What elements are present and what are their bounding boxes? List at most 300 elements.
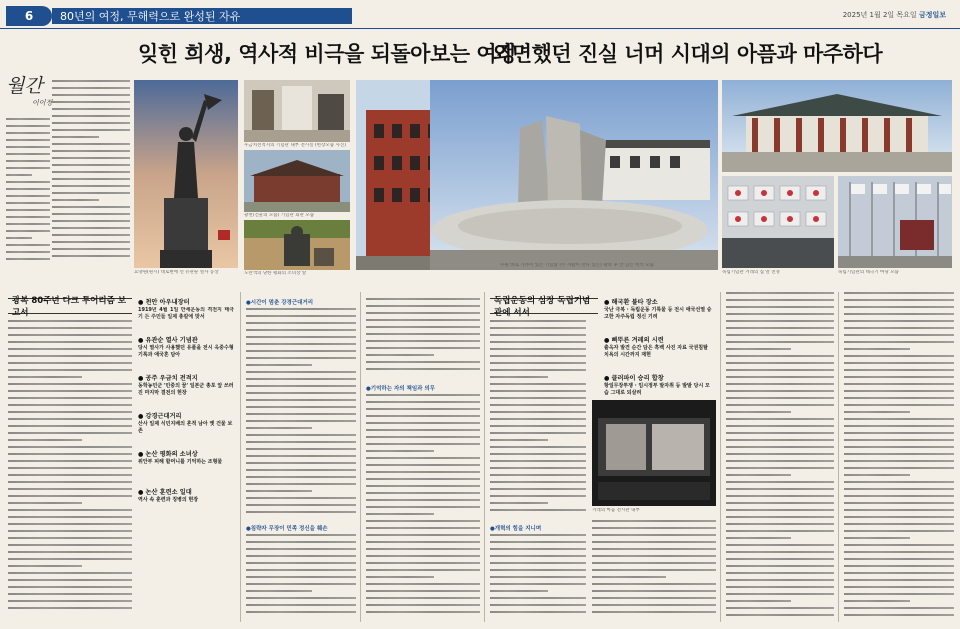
text-line <box>490 355 586 357</box>
text-line <box>844 418 954 420</box>
text-line <box>592 541 716 543</box>
text-line <box>726 404 834 406</box>
text-line <box>366 333 480 335</box>
text-line <box>246 548 356 550</box>
column-logo: 월간 <box>6 75 43 97</box>
text-line <box>246 336 356 338</box>
body-text-column <box>844 292 954 622</box>
museum-photo-2 <box>244 150 350 212</box>
memorial-photo <box>722 80 952 172</box>
text-line <box>6 195 50 197</box>
text-line <box>726 341 834 343</box>
text-line <box>246 469 356 471</box>
body-text-column <box>6 118 50 266</box>
text-line <box>52 150 130 152</box>
text-line <box>490 495 586 497</box>
header-rule <box>0 28 960 29</box>
text-line <box>366 361 480 363</box>
text-line <box>844 502 954 504</box>
text-line <box>726 390 834 392</box>
bullet-title: ● 유관순 열사 기념관 <box>138 337 198 344</box>
text-line <box>246 604 356 606</box>
body-text-column <box>52 80 130 266</box>
text-line <box>726 334 834 336</box>
text-line <box>52 80 130 82</box>
left-bullet-3 <box>138 412 234 435</box>
left-bullet-0 <box>138 298 234 321</box>
text-line <box>844 516 954 518</box>
text-line <box>6 167 50 169</box>
text-line <box>52 220 130 222</box>
text-line <box>8 551 132 553</box>
text-line <box>366 326 480 328</box>
text-line <box>592 555 716 557</box>
text-line <box>844 488 954 490</box>
text-line <box>8 348 132 350</box>
text-line <box>246 329 356 331</box>
text-line <box>592 569 716 571</box>
text-line <box>726 439 834 441</box>
text-line <box>366 562 480 564</box>
text-line <box>726 453 834 455</box>
text-line <box>844 558 954 560</box>
text-line <box>8 411 132 413</box>
bullet-title: ● 논산 훈련소 일대 <box>138 489 192 496</box>
text-line <box>490 509 586 511</box>
text-line <box>726 614 834 616</box>
body-text-column <box>726 292 834 622</box>
text-line <box>246 562 356 564</box>
text-line <box>726 537 791 539</box>
text-line <box>6 216 50 218</box>
column-rule <box>720 292 721 622</box>
subhead-1: ●침략자 무장이 민족 정신을 훼손 <box>246 526 328 532</box>
text-line <box>844 453 954 455</box>
text-line <box>246 315 356 317</box>
text-line <box>8 439 82 441</box>
text-line <box>490 453 586 455</box>
text-line <box>6 230 50 232</box>
text-line <box>8 376 82 378</box>
text-line <box>6 202 50 204</box>
text-line <box>8 453 132 455</box>
text-line <box>726 460 834 462</box>
text-line <box>366 534 480 536</box>
text-line <box>490 418 586 420</box>
text-line <box>8 446 132 448</box>
page-number: 6 <box>6 6 52 26</box>
text-line <box>844 341 954 343</box>
text-line <box>246 597 356 599</box>
text-line <box>726 376 834 378</box>
text-line <box>366 478 480 480</box>
text-line <box>8 355 132 357</box>
text-line <box>246 497 356 499</box>
text-line <box>246 441 356 443</box>
text-line <box>844 397 954 399</box>
text-line <box>844 579 954 581</box>
text-line <box>490 320 586 322</box>
text-line <box>844 551 954 553</box>
text-line <box>6 244 50 246</box>
text-line <box>726 488 834 490</box>
text-line <box>246 576 356 578</box>
text-line <box>366 541 480 543</box>
bullet-note: 출옥자 발견 순간 담은 흑백 사진 자료 국권침탈 치욕의 시간까지 재현 <box>604 345 708 358</box>
text-line <box>726 481 834 483</box>
body-text-column <box>246 308 356 520</box>
text-line <box>246 378 356 380</box>
text-line <box>844 607 954 609</box>
right-bullet-1 <box>604 336 712 359</box>
text-line <box>366 506 480 508</box>
bullet-title: ● 천안 아우내장터 <box>138 299 190 306</box>
bullet-title: ● 삐뚜른 겨레의 시련 <box>604 337 664 344</box>
text-line <box>366 485 480 487</box>
text-line <box>726 572 834 574</box>
text-line <box>726 544 834 546</box>
text-line <box>246 534 356 536</box>
text-line <box>52 129 130 131</box>
text-line <box>246 308 356 310</box>
text-line <box>490 425 586 427</box>
text-line <box>726 292 834 294</box>
text-line <box>366 436 480 438</box>
text-line <box>6 209 50 211</box>
text-line <box>246 364 312 366</box>
text-line <box>52 164 130 166</box>
left-box-header: 광복 80주년 다크 투어리즘 보고서 <box>8 298 132 314</box>
text-line <box>366 464 480 466</box>
text-line <box>8 530 132 532</box>
text-line <box>366 368 480 370</box>
column-logo-subtitle: 이이정 <box>32 99 53 107</box>
text-line <box>726 418 834 420</box>
text-line <box>726 586 834 588</box>
text-line <box>366 520 480 522</box>
text-line <box>52 101 130 103</box>
bullet-note: 산사 일제 식민지배의 흔적 남아 옛 건물 보존 <box>138 421 233 434</box>
text-line <box>246 511 356 513</box>
text-line <box>844 313 954 315</box>
text-line <box>6 188 50 190</box>
text-line <box>52 213 130 215</box>
text-line <box>246 490 312 492</box>
text-line <box>52 94 130 96</box>
text-line <box>844 320 954 322</box>
text-line <box>726 516 834 518</box>
text-line <box>246 399 356 401</box>
text-line <box>726 299 834 301</box>
text-line <box>366 597 480 599</box>
text-line <box>246 504 356 506</box>
statue-caption: 요양원(원시) 대로변에 선 유관순 열사 동상 <box>134 270 219 275</box>
text-line <box>246 371 356 373</box>
text-line <box>490 583 586 585</box>
text-line <box>844 306 954 308</box>
text-line <box>366 305 480 307</box>
text-line <box>726 523 834 525</box>
text-line <box>8 390 132 392</box>
text-line <box>366 401 480 403</box>
text-line <box>246 541 356 543</box>
right-box-header: 독립운동의 심장 독립기념관에 서서 <box>490 298 598 314</box>
text-line <box>490 541 586 543</box>
text-line <box>246 569 356 571</box>
girl-statue-caption: 노란색의 당한 평화의 소녀상 앞 <box>244 271 307 276</box>
text-line <box>246 590 312 592</box>
text-line <box>366 548 480 550</box>
body-text-column <box>8 320 132 620</box>
left-bullet-1 <box>138 336 234 359</box>
body-text-column <box>246 534 356 622</box>
text-line <box>366 583 480 585</box>
text-line <box>726 327 834 329</box>
text-line <box>490 555 586 557</box>
text-line <box>844 586 954 588</box>
text-line <box>8 425 132 427</box>
text-line <box>52 143 130 145</box>
museum1-caption: 우금치전적지의 기념관 내부 전시실 (현장모습 사진) <box>244 143 346 148</box>
bullet-note: 1919년 4월 1일 만세운동의 격전지 태극기 든 주민들 일제 총칼에 맞서 <box>138 307 234 320</box>
text-line <box>246 322 356 324</box>
text-line <box>592 527 716 529</box>
text-line <box>726 320 834 322</box>
text-line <box>366 429 480 431</box>
text-line <box>592 576 666 578</box>
text-line <box>490 460 586 462</box>
text-line <box>490 569 586 571</box>
text-line <box>726 495 834 497</box>
text-line <box>52 122 130 124</box>
text-line <box>52 248 130 250</box>
text-line <box>6 258 50 260</box>
text-line <box>8 474 132 476</box>
subhead-0: ●시간이 멈춘 강경근대거리 <box>246 300 314 306</box>
text-line <box>366 499 480 501</box>
text-line <box>8 523 132 525</box>
text-line <box>490 611 586 613</box>
text-line <box>366 611 480 613</box>
right-bullet-2 <box>604 374 712 397</box>
text-line <box>8 558 132 560</box>
text-line <box>246 343 356 345</box>
text-line <box>726 530 834 532</box>
bullet-note: 위안부 피해 할머니를 기억하는 조형물 <box>138 459 223 465</box>
text-line <box>246 427 312 429</box>
column-rule <box>360 292 361 622</box>
text-line <box>52 115 130 117</box>
text-line <box>726 551 834 553</box>
text-line <box>844 425 954 427</box>
text-line <box>8 516 132 518</box>
paper-name: 금정일보 <box>918 11 946 19</box>
text-line <box>8 327 132 329</box>
text-line <box>844 614 954 616</box>
text-line <box>490 481 586 483</box>
body-text-column <box>366 298 480 380</box>
memorial-caption: 독립기념관 겨레의 집 앞 전경 <box>722 270 780 275</box>
text-line <box>52 87 130 89</box>
text-line <box>592 562 716 564</box>
subhead-3: ●개혁의 힘을 지니며 <box>490 526 542 532</box>
text-line <box>366 422 480 424</box>
text-line <box>490 376 548 378</box>
body-text-column <box>366 394 480 622</box>
text-line <box>844 439 954 441</box>
text-line <box>52 206 130 208</box>
bullet-title: ● 클러파이 승리 합창 <box>604 375 664 382</box>
text-line <box>726 313 834 315</box>
text-line <box>8 586 132 588</box>
text-line <box>490 348 586 350</box>
text-line <box>490 488 586 490</box>
bullet-note: 동학농민군 '민중의 꿈' 일본군 총포 앞 쓰러진 마지막 결전의 현장 <box>138 383 234 396</box>
text-line <box>8 572 132 574</box>
text-line <box>8 481 132 483</box>
museum2-caption: 광천(건물의 모습) 기념관 외관 모습 <box>244 213 315 218</box>
text-line <box>844 530 954 532</box>
text-line <box>8 502 82 504</box>
text-line <box>490 467 586 469</box>
text-line <box>490 548 586 550</box>
text-line <box>726 593 834 595</box>
text-line <box>246 434 356 436</box>
text-line <box>52 241 130 243</box>
text-line <box>8 467 132 469</box>
text-line <box>366 408 480 410</box>
text-line <box>844 299 954 301</box>
text-line <box>8 418 132 420</box>
text-line <box>8 320 132 322</box>
text-line <box>490 334 586 336</box>
text-line <box>6 132 50 134</box>
left-bullet-5 <box>138 488 234 504</box>
text-line <box>366 513 434 515</box>
text-line <box>726 411 791 413</box>
headline-right: 외면했던 진실 너머 시대의 아픔과 마주하다 <box>492 42 883 66</box>
bullet-note: 항일무장투쟁 · 임시정부 발자취 등 발발 당시 모습 그대로 되살려 <box>604 383 710 396</box>
text-line <box>490 604 586 606</box>
text-line <box>6 174 32 176</box>
text-line <box>246 357 356 359</box>
column-rule <box>838 292 839 622</box>
text-line <box>726 474 791 476</box>
text-line <box>366 604 480 606</box>
text-line <box>8 565 82 567</box>
text-line <box>8 432 132 434</box>
body-text-column <box>592 520 716 622</box>
text-line <box>6 237 32 239</box>
text-line <box>6 125 50 127</box>
text-line <box>844 432 954 434</box>
flags-photo-2 <box>838 176 952 268</box>
flags-photo-1 <box>722 176 834 268</box>
text-line <box>726 362 834 364</box>
left-bullet-2 <box>138 374 234 397</box>
text-line <box>726 565 834 567</box>
bullet-note: 역사 속 훈련과 징병의 현장 <box>138 497 199 503</box>
text-line <box>726 383 834 385</box>
text-line <box>844 565 954 567</box>
text-line <box>6 139 50 141</box>
text-line <box>844 537 910 539</box>
text-line <box>8 488 132 490</box>
text-line <box>592 583 716 585</box>
statue-photo <box>134 80 238 268</box>
text-line <box>726 397 834 399</box>
bullet-title: ● 논산 평화의 소녀상 <box>138 451 198 458</box>
text-line <box>52 157 130 159</box>
text-line <box>52 199 99 201</box>
column-rule <box>240 292 241 622</box>
text-line <box>592 534 716 536</box>
text-line <box>8 362 132 364</box>
text-line <box>8 460 132 462</box>
body-text-column <box>490 320 586 518</box>
text-line <box>844 446 954 448</box>
text-line <box>490 597 586 599</box>
text-line <box>592 611 716 613</box>
text-line <box>366 569 480 571</box>
text-line <box>52 234 130 236</box>
text-line <box>6 251 50 253</box>
museum-photo-1 <box>244 80 350 142</box>
text-line <box>490 411 586 413</box>
text-line <box>490 383 586 385</box>
text-line <box>366 555 480 557</box>
text-line <box>246 413 356 415</box>
text-line <box>246 448 356 450</box>
text-line <box>490 432 586 434</box>
headline-left: 잊힌 희생, 역사적 비극을 되돌아보는 여정 <box>138 42 516 66</box>
exhibit-photo <box>592 400 716 506</box>
subhead-2: ●기억하는 자의 책임과 의무 <box>366 386 435 392</box>
text-line <box>52 227 130 229</box>
text-line <box>726 348 791 350</box>
issue-date: 2025년 1월 2일 목요일 <box>842 11 917 19</box>
text-line <box>726 600 791 602</box>
text-line <box>366 394 480 396</box>
girl-statue-photo <box>244 220 350 270</box>
text-line <box>6 181 50 183</box>
text-line <box>490 590 548 592</box>
text-line <box>592 548 716 550</box>
text-line <box>490 534 586 536</box>
text-line <box>490 446 586 448</box>
text-line <box>592 520 716 522</box>
text-line <box>366 492 480 494</box>
bullet-note: 국난 극복 · 독립운동 기록물 등 전시 애국선열 숭고한 자주독립 정신 기려 <box>604 307 712 320</box>
text-line <box>8 369 132 371</box>
text-line <box>52 192 130 194</box>
text-line <box>844 362 954 364</box>
text-line <box>844 376 954 378</box>
text-line <box>6 153 50 155</box>
text-line <box>366 527 480 529</box>
text-line <box>726 579 834 581</box>
exhibit-caption: 겨레의 마음 전시관 내부 <box>592 508 640 513</box>
text-line <box>844 292 954 294</box>
text-line <box>490 341 586 343</box>
text-line <box>366 450 434 452</box>
text-line <box>726 502 834 504</box>
text-line <box>490 390 586 392</box>
body-text-column <box>490 534 586 622</box>
left-bullet-4 <box>138 450 234 466</box>
text-line <box>490 369 586 371</box>
text-line <box>6 146 50 148</box>
